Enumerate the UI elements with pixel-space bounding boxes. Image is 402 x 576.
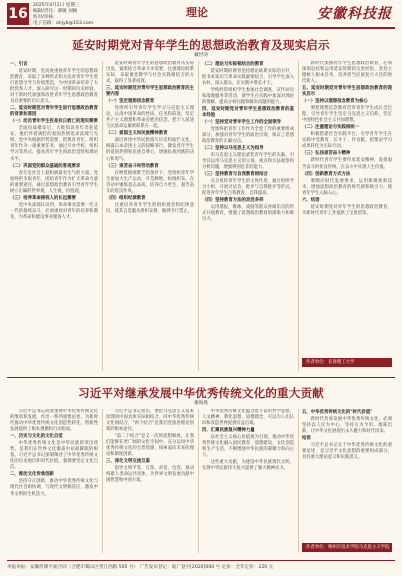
column-divider [102,409,103,553]
article1-column-4 [302,61,392,355]
paragraph: 习近平总书记关于中华优秀传统文化的重要论述，是习近平文化思想的重要组成部分，具有重大理论意义和实践意义。 [302,443,392,461]
footer-rule [7,560,395,561]
header-editor: 编辑/责任：谭敏 刘畅 [33,9,78,14]
paragraph: 中华优秀传统文化蕴含着丰富的哲学思想、人文精神、教化思想、道德理念，可以为人们认识和改造世界提供有益启迪。 [202,409,294,427]
section-heading: （二）巩固党的群众基础的客观要求 [10,163,81,169]
section-heading: （三）培养革命接班人的长远需要 [10,195,76,201]
article2-column-4 [302,409,392,539]
paragraph: "第二个结合"是又一次的思想解放，让我们能够在更广阔的文化空间中，充分运用中华优秀传统文化的宝贵资源，探索面向未来的理论和制度创新。 [106,433,194,457]
section-heading: （一）坚定理想信念教育 [106,99,155,105]
column-divider [298,409,299,553]
page-header [0,0,402,28]
paragraph: 党始终把青年工作作为全党工作的重要组成部分，加强对青年学生的政治引领，保证了思想政治教育的正确方向。 [202,126,294,144]
section-heading: （四）组织纪律教育 [106,195,146,201]
paragraph: 延安时期，党高度重视青年学生的思想政治教育，采取了多种形式和方法对青年学生进行思想引导与价值塑造，为中国革命培养了大批优秀人才。深入研究这一时期的历史经验，对于新时代加强和改进青年学生思想政治教育具有重要的启示意义。 [10,69,98,105]
paragraph: 运用墙报、歌咏、戏剧等群众喜闻乐见的形式开展教育，增强了思想政治教育的感染力和吸引力。 [202,205,294,223]
section-heading: （三）艰苦奋斗和劳动教育 [106,163,159,169]
section-heading: （四）创新教育方式方法 [302,171,351,177]
paragraph: 延安时期的教育坚持理论联系实际的方针，把书本知识与革命实践紧密结合，引导学生深入农村、深入群众，在实践中增长才干。 [202,69,294,87]
article2-title: 习近平对继承发展中华优秀传统文化的重大贡献 [78,386,324,400]
paragraph: 积极搭建社会实践平台，引导青年学生在实践中受教育、长才干、作贡献，把理论学习成果转化为实际行动。 [302,132,392,150]
paragraph: 延安时期青年学生的思想政治教育从实际出发，紧密结合革命斗争需要，注重理论联系实际，采取课堂教学与社会实践相结合的方式，取得了显著成效。 [106,61,194,85]
paragraph: 注重培养青年学生的组织观念和纪律意识，使其自觉服从组织安排，做到令行禁止。 [106,202,194,214]
section-heading: 三、深化文明交流互鉴 [106,458,150,464]
section-heading: （三）坚持教育与自我教育相结合 [202,172,268,178]
section-heading: （一）坚持党对青年学生工作的全面领导 [202,119,282,125]
section-heading: （二）理论与实际相结合的教育 [202,62,264,67]
article2-column-3 [202,409,294,553]
section-heading: 四、汇聚民族复兴精神力量 [202,428,255,434]
paragraph: 党中央深刻认识到，革命事业需要一代又一代的接续奋斗，必须重视对青年的培养和教育，为革命和建设事业储备人才。 [10,202,98,220]
paragraph: 新时代加强青年学生思想政治教育，必须深刻总结和运用延安时期的宝贵经验，坚持立德树人根本任务，培养担当民族复兴大任的时代新人。 [302,61,392,85]
paragraph: 习近平总书记指出，要把马克思主义基本原理同中国具体实际相结合、同中华优秀传统文化相结合，"两个结合"是我们党推进理论创新的根本途径。 [106,409,194,433]
paragraph: 这些重大贡献，为建设中华民族现代文明、实现中华民族伟大复兴提供了强大精神动力。 [202,459,294,471]
column-divider [102,61,103,371]
section-heading: 五、中华优秀传统文化的"时代价值" [302,410,373,415]
section-heading: （一）动员青年学生投身抗日救亡的现实需要 [10,119,98,125]
section-heading: 三、延安时期党对青年学生思想政治教育的主要内容 [106,86,194,98]
article2-column-1 [10,409,98,553]
section-heading: 二、推动文化传承创新 [10,472,54,478]
paragraph: 党组织引导青年学生学习马克思主义理论，认清中国革命的性质、任务和前途，坚定共产主义理想和革命必胜的信念，把个人前途与民族命运紧密联系在一起。 [106,106,194,130]
section-heading: （三）弘扬艰苦奋斗精神 [302,151,351,157]
paragraph: 充分发挥青年学生的主体作用，通过组织学习小组、开展讨论会、批评与自我批评等形式，促进青年学生自我教育、自我提高。 [202,179,294,197]
paragraph: 用马克思主义理论武装青年学生的头脑，引导其运用马克思主义的立场、观点和方法观察和分析问题，增强辨别是非的能力。 [202,153,294,171]
article1-byline: 戴世羽 [194,53,208,58]
article1-column-1 [10,61,98,371]
article1-title: 延安时期党对青年学生的思想政治教育及现实启示 [72,38,330,52]
column-divider [198,409,199,553]
column-divider [198,61,199,371]
article1-column-3 [202,61,294,371]
article2-byline: 谢海燕 [194,401,208,406]
paragraph: 要顺应时代发展要求，运用新媒体新技术，增强思想政治教育的时代感和吸引力，使青年学生入脑入心。 [302,178,392,196]
paragraph: 通过讲述中华民族悠久历史和灿烂文化，揭露日本帝国主义的侵略罪行，激发青年学生的爱国热情和民族自尊心，增强抗战到底的决心和勇气。 [106,138,194,162]
article2-author-note: 作者单位：梅州市技术学院马克思主义学院 [302,543,392,552]
paragraph: 延安时期党对青年学生的思想政治教育，为新时代青年工作提供了宝贵借鉴。 [302,204,392,216]
section-heading: 二、延安时期党对青年学生进行思想政治教育的背景和原因 [10,106,98,118]
paragraph: 坚持守正创新，推动中华优秀传统文化与现代社会相协调、与现代文明相适应，激发中华文明的生机活力。 [10,479,98,497]
section-heading: 一、引言 [10,62,28,67]
paragraph: 新时代青年学生要传承延安精神，发扬艰苦奋斗的优良传统，在奋斗中实现人生价值。 [302,158,392,170]
section-heading: （二）坚持以马克思主义为指导 [202,146,264,152]
paragraph: 中华优秀传统文化是中华民族的突出优势，是我们在世界文化激荡中站稳脚跟的根基。习近平总书记深刻阐述了中华优秀传统文化的历史地位和时代价值，强调要坚定文化自信。 [10,441,98,471]
paragraph: 新时代传承发展中华优秀传统文化，必须坚持以人民为中心，坚持古为今用、推陈出新，让中华文化展现出永久魅力和时代风采。 [302,417,392,435]
article2-column-2 [106,409,194,553]
section-heading: （一）坚持以理想信念教育为核心 [302,99,368,105]
section-heading: 结语 [302,436,311,442]
header-email: 电子信箱：ahjyb@163.com [33,21,94,26]
header-meta [33,3,93,27]
paragraph: 倡导文明平等、互鉴、对话、包容，推动构建人类命运共同体，为世界文明发展贡献中国智慧和中国方案。 [106,465,194,484]
header-date: 2025年4月2日 星期三 [33,3,80,8]
paragraph: 要把理想信念教育贯穿青年学生成长全过程，引导青年学生坚定马克思主义信仰，坚定中国特色社会主义共同理想。 [302,106,392,124]
page-number: 16 [7,3,29,25]
section-heading: 五、延安时期党对青年学生思想政治教育的现实启示 [302,86,392,98]
article-divider [7,377,395,378]
article1-author-note: 作者单位：长春理工大学 [302,358,392,367]
section-title: 理论 [186,6,208,19]
section-heading: （二）注重理论与实践相统一 [302,125,360,131]
paragraph: 以社会主义核心价值观为引领，推动中华优秀传统文化融入国民教育、道德建设、文化创造和生产生活，不断增强中华民族的凝聚力和向心力。 [202,435,294,459]
section-heading: 四、延安时期党对青年学生思想政治教育的基本经验 [202,106,294,118]
section-heading: （四）坚持教育方法的灵活多样 [202,198,264,204]
footer-text: 举报举报：安徽传媒平面合同（合肥市蜀山区望江西路 505 号） 广告发布登记：皖广登字[2020]000 号 定价：全年定价：220 元 [7,565,274,570]
paragraph: 习近平总书记高度重视中华优秀传统文化的继承和发展，作出一系列重要论述，为新时代推动中华优秀传统文化创造性转化、创新性发展提供了根本遵循和行动指南。 [10,409,98,433]
masthead-logo: 安徽科技报 [317,6,392,22]
header-rule [7,27,395,29]
paragraph: 学校经常组织学生参加社会调查、宣传动员和战地服务等活动，使学生在实践中加深对理论的理解，提高分析问题和解决问题的能力。 [202,87,294,105]
header-proof: 校对/审核： [33,15,58,20]
column-divider [298,61,299,371]
section-heading: （二）爱国主义和民族精神教育 [106,131,168,137]
page-footer [0,560,402,576]
paragraph: 青年是社会上最积极最有生气的力量。党始终把争取青年、团结青年作为扩大革命力量的重要途径，通过思想政治教育引导青年学生树立正确的世界观、人生观、价值观。 [10,170,98,194]
section-heading: 六、结语 [302,197,320,203]
section-heading: 一、历史与文化的文化自觉 [10,434,63,440]
paragraph: 在物资极端匮乏的条件下，党组织青年学生参加大生产运动，开荒种地、纺线织布，在劳动中锤炼意志品质，培养自力更生、艰苦奋斗的优良作风。 [106,170,194,194]
paragraph: 全面抗战爆发后，大批知识青年奔赴延安，他们怀着满腔的爱国热情追求真理与光明。党中央根据形势需要，把教育青年、组织青年作为一项重要任务，通过开办学校、组织学习等形式，提高青年学生的政治觉悟和理论水平。 [10,126,98,162]
article1-column-2 [106,61,194,371]
